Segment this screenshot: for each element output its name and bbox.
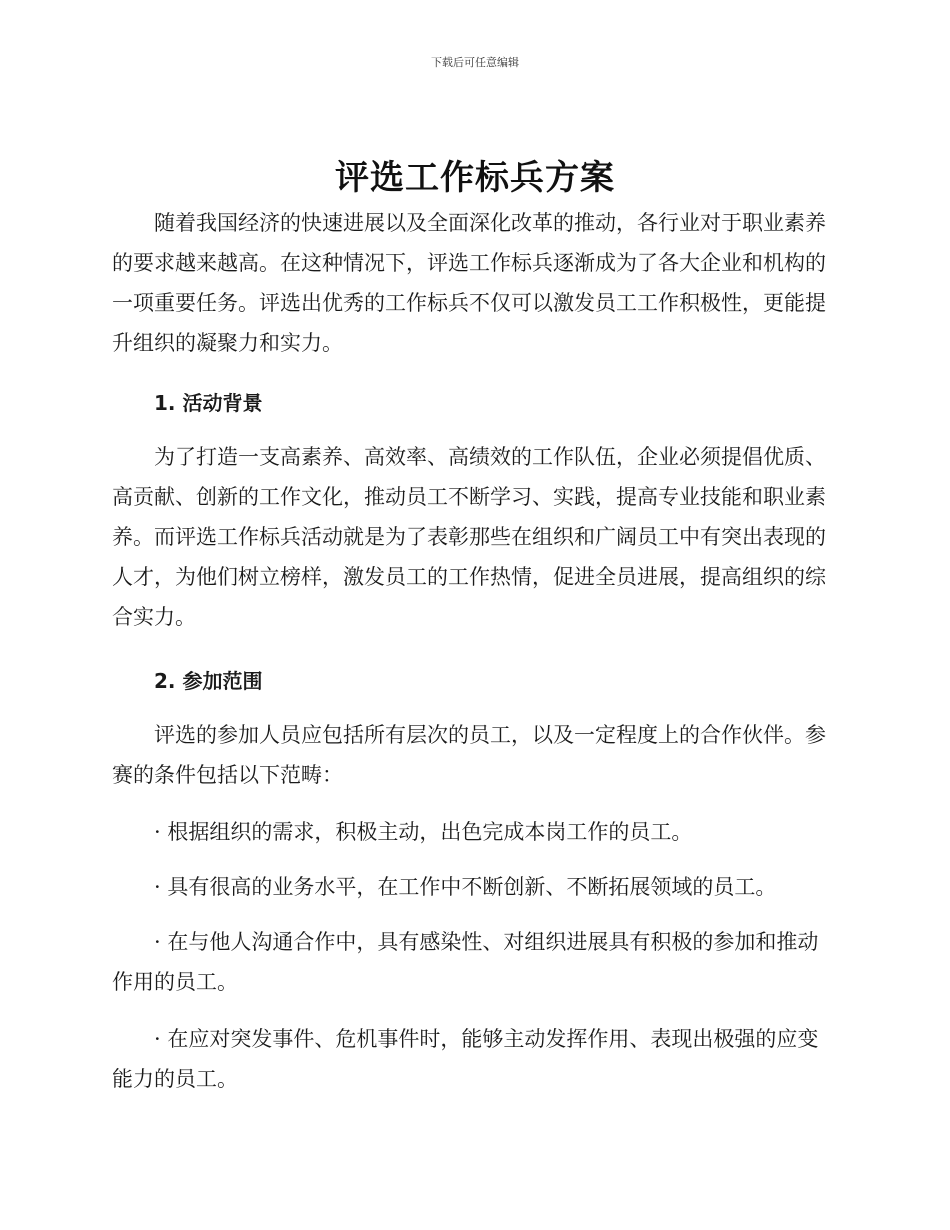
header-note: 下载后可任意编辑 (431, 56, 519, 69)
document-title: 评选工作标兵方案 (335, 158, 615, 198)
section2-heading-block (112, 661, 832, 701)
intro-block (112, 203, 832, 363)
list-item: · 具有很高的业务水平，在工作中不断创新、不断拓展领域的员工。 (154, 875, 777, 899)
section2-paragraph: 评选的参加人员应包括所有层次的员工，以及一定程度上的合作伙伴。参赛的条件包括以下范畴： (112, 723, 826, 787)
list-item: · 在应对突发事件、危机事件时，能够主动发挥作用、表现出极强的应变能力的员工。 (112, 1027, 819, 1091)
section1-heading: 1. 活动背景 (154, 391, 263, 415)
section1-block (112, 437, 832, 637)
bullet-3-block (112, 922, 832, 1002)
section1-paragraph: 为了打造一支高素养、高效率、高绩效的工作队伍，企业必须提倡优质、高贡献、创新的工作文化，推动员工不断学习、实践，提高专业技能和职业素养。而评选工作标兵活动就是为了表彰那些在组织和广阔员工中有突出表现的人才，为他们树立榜样，激发员工的工作热情，促进全员进展，提高组织的综合实力。 (112, 445, 826, 629)
bullet-2-block (112, 867, 832, 907)
list-item: · 根据组织的需求，积极主动，出色完成本岗工作的员工。 (154, 820, 693, 844)
section1-heading-block (112, 383, 832, 423)
bullet-4-block (112, 1019, 832, 1099)
bullet-1-block (112, 812, 832, 852)
intro-paragraph: 随着我国经济的快速进展以及全面深化改革的推动，各行业对于职业素养的要求越来越高。在这种情况下，评选工作标兵逐渐成为了各大企业和机构的一项重要任务。评选出优秀的工作标兵不仅可以激发员工工作积极性，更能提升组织的凝聚力和实力。 (112, 211, 826, 355)
section2-block (112, 715, 832, 795)
section2-heading: 2. 参加范围 (154, 669, 263, 693)
list-item: · 在与他人沟通合作中，具有感染性、对组织进展具有积极的参加和推动作用的员工。 (112, 930, 819, 994)
